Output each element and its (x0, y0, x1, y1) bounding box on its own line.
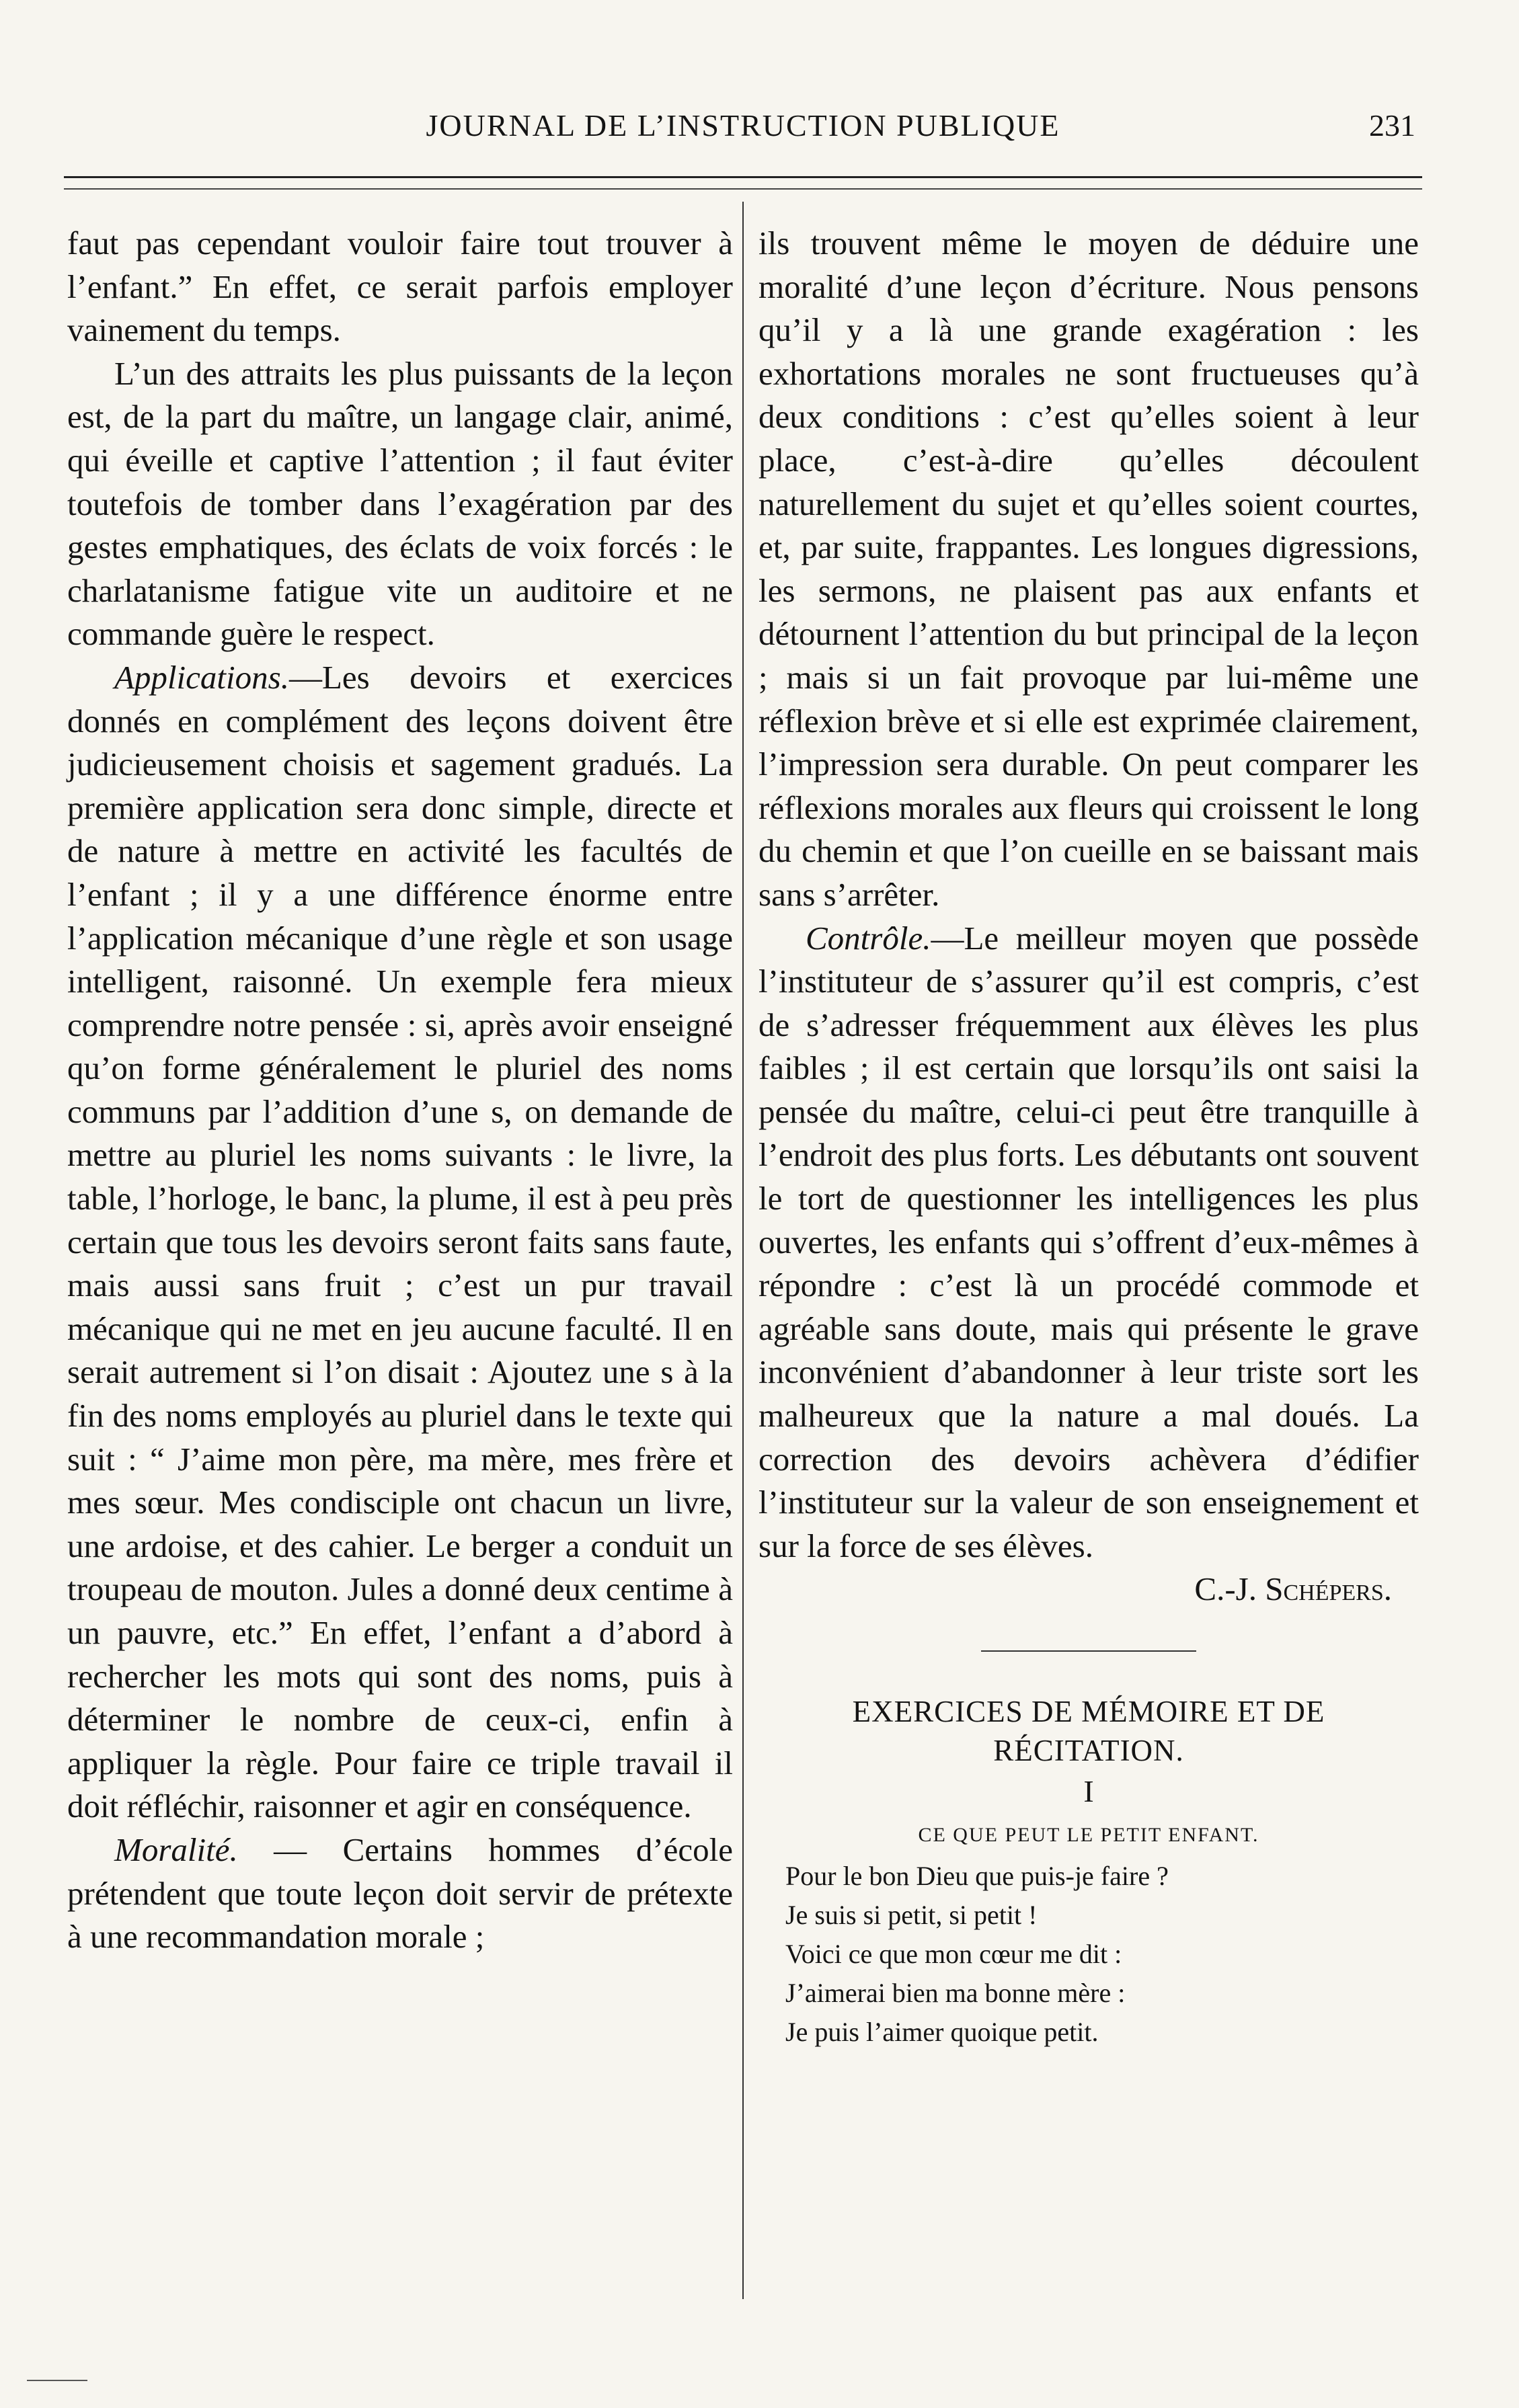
page-header (64, 101, 1422, 155)
paragraph: L’un des attraits les plus puissants de la leçon est, de la part du maître, un langage clair, animé, qui éveille et captive l’attention ; il faut éviter toutefois de tomber dans l’exagération par des gestes emphatiques, des éclats de voix forcés : le charlatanisme fatigue vite un auditoire et ne commande guère le respect. (67, 354, 733, 653)
poem-line: Je suis si petit, si petit ! (785, 1900, 1038, 1931)
paragraph-text: —Le meilleur moyen que possède l’instituteur de s’assurer qu’il est compris, c’est de s’adresser fréquemment aux élèves les plus faibles ; il est certain que lorsqu’ils ont saisi la pensée du maître, celui-ci peut être tranquille à l’endroit des plus forts. Les débutants ont souvent le tort de questionner les intelligences les plus ouvertes, les enfants qui s’offrent d’eux-mêmes à répondre : c’est là un procédé commode et agréable sans doute, mais qui présente le grave inconvénient d’abandonner à leur triste sort les malheureux que la nature a mal doués. La correction des devoirs achèvera d’édifier l’instituteur sur la valeur de son enseignement et sur la force de ses élèves. (758, 919, 1419, 1564)
footer-mark (27, 2380, 87, 2381)
author-signature: C.-J. Schépers. (1194, 1570, 1392, 1608)
page-number: 231 (1369, 108, 1415, 143)
poem (785, 1857, 1419, 2052)
paragraph-text: — Certains hommes d’école prétendent que toute leçon doit servir de prétexte à une recommandation morale ; (67, 1831, 733, 1956)
poem-line: Pour le bon Dieu que puis-je faire ? (785, 1861, 1169, 1892)
poem-line: Je puis l’aimer quoique petit. (785, 2017, 1099, 2048)
left-column (67, 222, 733, 1959)
right-column (758, 222, 1419, 2052)
roman-numeral: I (1083, 1774, 1094, 1808)
paragraph: ils trouvent même le moyen de déduire une moralité d’une leçon d’écriture. Nous pensons qu’il y a là une grande exagération : les exhortations morales ne sont fructueuses qu’à deux conditions : c’est qu’elles soient à leur place, c’est-à-dire qu’elles découlent naturellement du sujet et qu’elles soient courtes, et, par suite, frappantes. Les longues digressions, les sermons, ne plaisent pas aux enfants et détournent l’attention du but principal de la leçon ; mais si un fait provoque par lui-même une réflexion brève et si elle est exprimée clairement, l’impression sera durable. On peut comparer les réflexions morales aux fleurs qui croissent le long du chemin et que l’on cueille en se baissant mais sans s’arrêter. (758, 225, 1419, 913)
section-title: EXERCICES DE MÉMOIRE ET DE (852, 1695, 1325, 1728)
paragraph-text: —Les devoirs et exercices donnés en complément des leçons doivent être judicieusement choisis et sagement gradués. La première application sera donc simple, directe et de nature à mettre en activité les facultés de l’enfant ; il y a une différence énorme entre l’application mécanique d’une règle et son usage intelligent, raisonné. Un exemple fera mieux comprendre notre pensée : si, après avoir enseigné qu’on forme généralement le pluriel des noms communs par l’addition d’une s, on demande de mettre au pluriel les noms suivants : le livre, la table, l’horloge, le banc, la plume, il est à peu près certain que tous les devoirs seront faits sans faute, mais aussi sans fruit ; c’est un pur travail mécanique qui ne met en jeu aucune faculté. Il en serait autrement si l’on disait : Ajoutez une s à la fin des noms employés au pluriel dans le texte qui suit : “ J’aime mon père, ma mère, mes frère et mes sœur. Mes condisciple ont chacun un livre, une ardoise, et des cahier. Le berger a conduit un troupeau de mouton. Jules a donné deux centime à un pauvre, etc.” En effet, l’enfant a d’abord à rechercher les mots qui sont des noms, puis à déterminer le nombre de ceux-ci, enfin à appliquer la règle. Pour faire ce triple travail il doit réfléchir, raisonner et agir en conséquence. (67, 658, 733, 1825)
paragraph-controle (758, 917, 1419, 1568)
paragraph: faut pas cependant vouloir faire tout trouver à l’enfant.” En effet, ce serait parfois employer vainement du temps. (67, 225, 733, 349)
section-heading-inline: Moralité. (114, 1831, 238, 1868)
section-title-line2: RÉCITATION. (993, 1734, 1184, 1767)
poem-line: J’aimerai bien ma bonne mère : (785, 1978, 1126, 2009)
running-head: JOURNAL DE L’INSTRUCTION PUBLIQUE (426, 108, 1060, 143)
header-rule (64, 176, 1422, 178)
poem-title: CE QUE PEUT LE PETIT ENFANT. (918, 1823, 1259, 1846)
paragraph-applications (67, 656, 733, 1829)
section-heading-inline: Applications. (114, 658, 289, 696)
section-separator (981, 1650, 1196, 1652)
section-heading-inline: Contrôle. (806, 919, 931, 957)
header-rule-secondary (64, 188, 1422, 190)
column-divider (742, 202, 744, 2299)
paragraph-moralite (67, 1829, 733, 1959)
poem-line: Voici ce que mon cœur me dit : (785, 1939, 1122, 1970)
